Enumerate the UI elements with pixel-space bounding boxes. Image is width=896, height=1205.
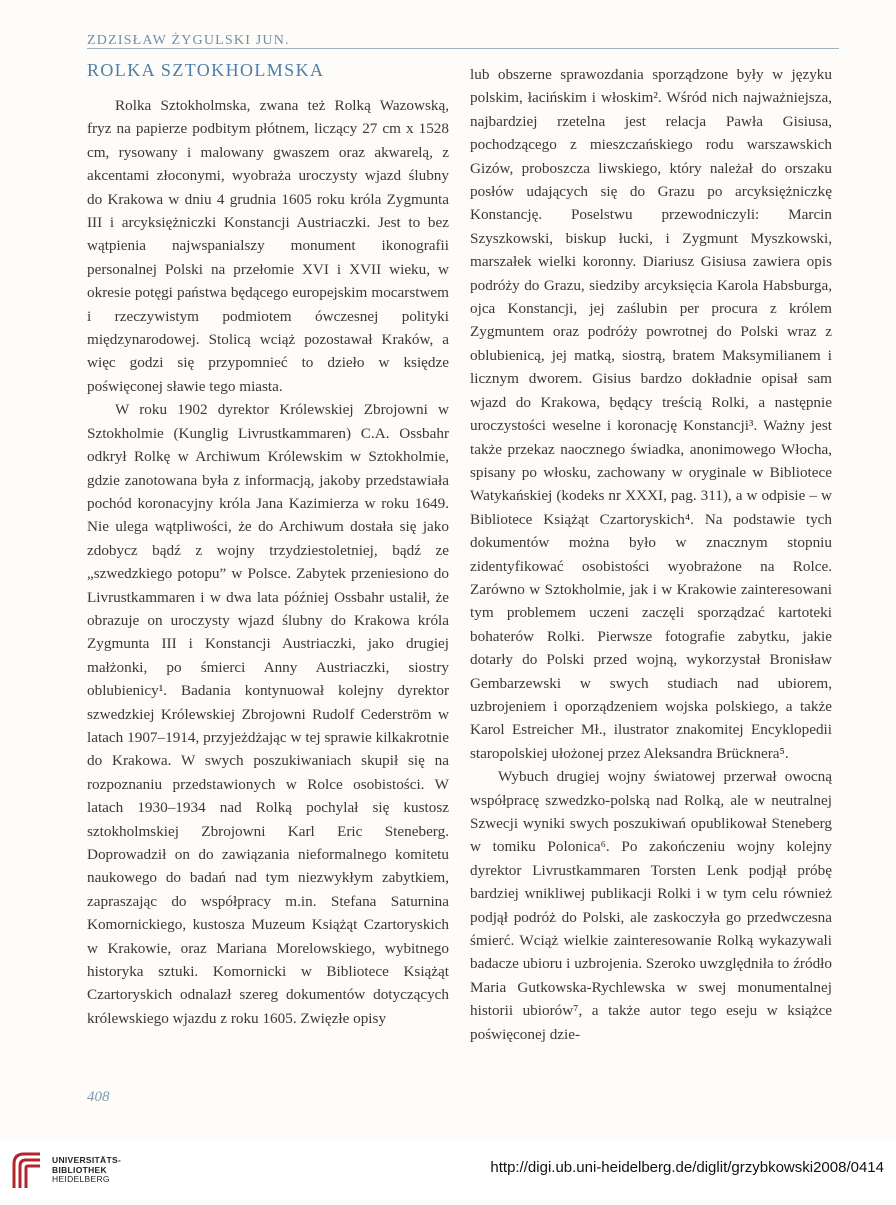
paragraph: Wybuch drugiej wojny światowej przerwał owocną współpracę szwedzko-polską nad Rolką, ale w neutralnej Szwecji wyniki swych poszukiwań opublikował Steneberg w tomiku Polonica⁶. Po zakończeniu wojny kolejny dyrektor Livrustkammaren Torsten Lenk podjął próbę bardziej wnikliwej publikacji Rolki i w tym celu również podjął podróż do Polski, ale zaskoczyła go przedwczesna śmierć. Wciąż wielkie zainteresowanie Rolką wykazywali badacze ubioru i uzbrojenia. Szeroko uwzględniła to źródło Maria Gutkowska-Rychlewska w swej monumentalnej historii ubiorów⁷, a także autor tego eseju w książce poświęconej dzie- — [470, 768, 832, 1043]
page-number: 408 — [87, 1089, 110, 1105]
university-library-logo-icon — [10, 1150, 46, 1192]
paragraph: W roku 1902 dyrektor Królewskiej Zbrojowni w Sztokholmie (Kunglig Livrustkammaren) C.A. Ossbahr odkrył Rolkę w Archiwum Królewskim w Sztokholmie, gdzie zanotowana była z informacją, jakoby przedstawiała pochód koronacyjny króla Jana Kazimierza w roku 1649. Nie ulega wątpliwości, że do Archiwum dostała się jako zdobycz bądź z wojny trzydziestoletniej, bądź ze „szwedzkiego potopu” w Polsce. Zabytek przeniesiono do Livrustkammaren i w dwa lata później Ossbahr ustalił, że obrazuje on uroczysty wjazd ślubny do Krakowa króla Zygmunta III i Konstancji Austriaczki, jako drugiej małżonki, po śmierci Anny Austriaczki, siostry oblubienicy¹. Badania kontynuował kolejny dyrektor szwedzkiej Królewskiej Zbrojowni Rudolf Cederström w latach 1907–1914, przyjeżdżając w tej sprawie kilkakrotnie do Krakowa. W swych poszukiwaniach skupił się na rozpoznaniu przedstawionych w Rolce osobistości. W latach 1930–1934 nad Rolką pochylał się kustosz sztokholmskiej Zbrojowni Karl Eric Steneberg. Doprowadził on do zawiązania nieformalnego komitetu naukowego do badań nad tym niezwykłym zabytkiem, zapraszając do współpracy m.in. Stefana Saturnina Komornickiego, kustosza Muzeum Książąt Czartoryskich w Krakowie, oraz Mariana Morelowskiego, wybitnego historyka sztuki. Komornicki w Bibliotece Książąt Czartoryskich odnalazł szereg dokumentów dotyczących królewskiego wjazdu z roku 1605. Zwięzłe opisy — [87, 401, 449, 1027]
paragraph: Rolka Sztokholmska, zwana też Rolką Wazowską, fryz na papierze podbitym płótnem, liczący 27 cm x 1528 cm, rysowany i malowany gwaszem oraz akwarelą, z akcentami złoconymi, wyobraża uroczysty wjazd ślubny do Krakowa w dniu 4 grudnia 1605 roku króla Zygmunta III i arcyksiężniczki Konstancji Austriaczki. Jest to bez wątpienia najwspanialszy monument ikonografii personalnej Polski na przełomie XVI i XVII wieku, w okresie potęgi państwa będącego europejskim mocarstwem i rzeczywistym podmiotem ówczesnej polityki międzynarodowej. Stolicą wciąż pozostawał Kraków, a więc godzi się przypomnieć to dzieło w księdze poświęconej sławie tego miasta. — [87, 97, 449, 395]
paragraph: lub obszerne sprawozdania sporządzone były w języku polskim, łacińskim i włoskim². Wśród nich najważniejsza, najbardziej rzetelna jest relacja Pawła Gisiusa, pochodzącego z mieszczańskiego rodu warszawskich Gizów, proboszcza liwskiego, który należał do orszaku posłów udających się do Grazu po arcyksiężniczkę Konstancję. Poselstwu przewodniczyli: Marcin Szyszkowski, biskup łucki, i Zygmunt Myszkowski, marszałek wielki koronny. Diariusz Gisiusa zawiera opis podróży do Grazu, siedziby arcyksięcia Karola Habsburga, ojca Konstancji, jej zaślubin per procura z królem Zygmuntem oraz podróży powrotnej do Polski wraz z oblubienicą, jej matką, siostrą, bratem Maksymilianem i licznym dworem. Gisius bardzo dokładnie opisał sam wjazd do Krakowa, będący treścią Rolki, a następnie uroczystości weselne i koronację Konstancji³. Ważny jest także przekaz naocznego świadka, anonimowego Włocha, spisany po włosku, zachowany w oryginale w Bibliotece Watykańskiej (kodeks nr XXXI, pag. 311), a w odpisie – w Bibliotece Książąt Czartoryskich⁴. Na podstawie tych dokumentów można było w znacznym stopniu zidentyfikować osobistości wyobrażone na Rolce. Zarówno w Sztokholmie, jak i w Krakowie zainteresowani tym problemem uczeni zaczęli sporządzać kartoteki bohaterów Rolki. Pierwsze fotografie zabytku, jakie dotarły do Polski przed wojną, wykorzystał Bronisław Gembarzewski w swych studiach nad ubiorem, uzbrojeniem i oporządzeniem wojska polskiego, a także Karol Estreicher Mł., ilustrator znakomitej Encyklopedii staropolskiej ułożonej przez Aleksandra Brücknera⁵. — [470, 66, 832, 762]
running-head: ZDZISŁAW ŻYGULSKI JUN. — [87, 33, 290, 48]
right-column — [470, 63, 832, 1046]
library-name: UNIVERSITÄTS- BIBLIOTHEK HEIDELBERG — [52, 1155, 122, 1184]
article-title: ROLKA SZTOKHOLMSKA — [87, 60, 325, 80]
header-rule — [87, 48, 839, 49]
digitization-footer — [0, 1140, 896, 1205]
left-column — [87, 58, 449, 1030]
source-url-link[interactable]: http://digi.ub.uni-heidelberg.de/diglit/grzybkowski2008/0414 — [490, 1159, 884, 1176]
